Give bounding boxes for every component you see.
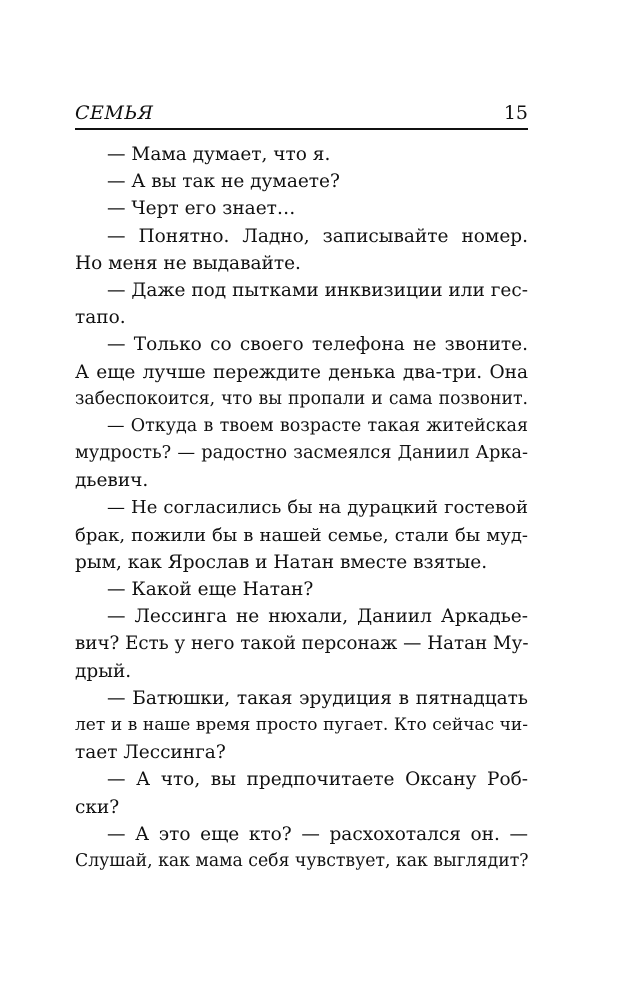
text-line: дьевич.: [75, 470, 149, 492]
text-line: вич? Есть у него такой персонаж — Натан Му-: [75, 633, 529, 655]
text-line: тает Лессинга?: [75, 742, 226, 764]
text-line: — Понятно. Ладно, записывайте номер.: [107, 225, 528, 247]
text-line: дрый.: [75, 660, 132, 682]
text-line: — А что, вы предпочитаете Оксану Роб-: [107, 769, 528, 791]
text-line: — Лессинга не нюхали, Даниил Аркадье-: [107, 606, 528, 628]
page-number: 15: [503, 102, 528, 124]
text-line: лет и в наше время просто пугает. Кто сейчас чи-: [75, 714, 528, 735]
running-head-title: СЕМЬЯ: [75, 102, 154, 124]
text-line: тапо.: [75, 307, 126, 329]
text-line: брак, пожили бы в нашей семье, стали бы муд-: [75, 524, 528, 546]
text-line: А еще лучше переждите денька два-три. Она: [75, 361, 528, 383]
text-line: — Батюшки, такая эрудиция в пятнадцать: [107, 687, 528, 709]
text-line: — Черт его знает…: [107, 198, 296, 220]
text-line: — Только со своего телефона не звоните.: [107, 334, 528, 356]
header-rule: [75, 128, 528, 130]
text-line: — Мама думает, что я.: [107, 144, 331, 165]
text-line: — А вы так не думаете?: [107, 171, 340, 193]
text-line: — Откуда в твоем возрасте такая житейская: [107, 415, 528, 436]
text-line: — Не согласились бы на дурацкий гостевой: [107, 497, 528, 519]
text-line: Слушай, как мама себя чувствует, как выглядит?: [75, 850, 529, 871]
text-line: мудрость? — радостно засмеялся Даниил Арка-: [75, 443, 528, 464]
text-line: — Какой еще Натан?: [107, 579, 314, 600]
body-text: [75, 141, 528, 875]
text-line: — Даже под пытками инквизиции или гес-: [107, 279, 528, 301]
text-line: ски?: [75, 796, 120, 818]
text-line: забеспокоится, что вы пропали и сама позвонит.: [75, 388, 528, 409]
text-line: рым, как Ярослав и Натан вместе взятые.: [75, 551, 488, 573]
text-line: — А это еще кто? — расхохотался он. —: [107, 823, 528, 845]
text-line: Но меня не выдавайте.: [75, 252, 301, 274]
running-header: [75, 99, 528, 127]
